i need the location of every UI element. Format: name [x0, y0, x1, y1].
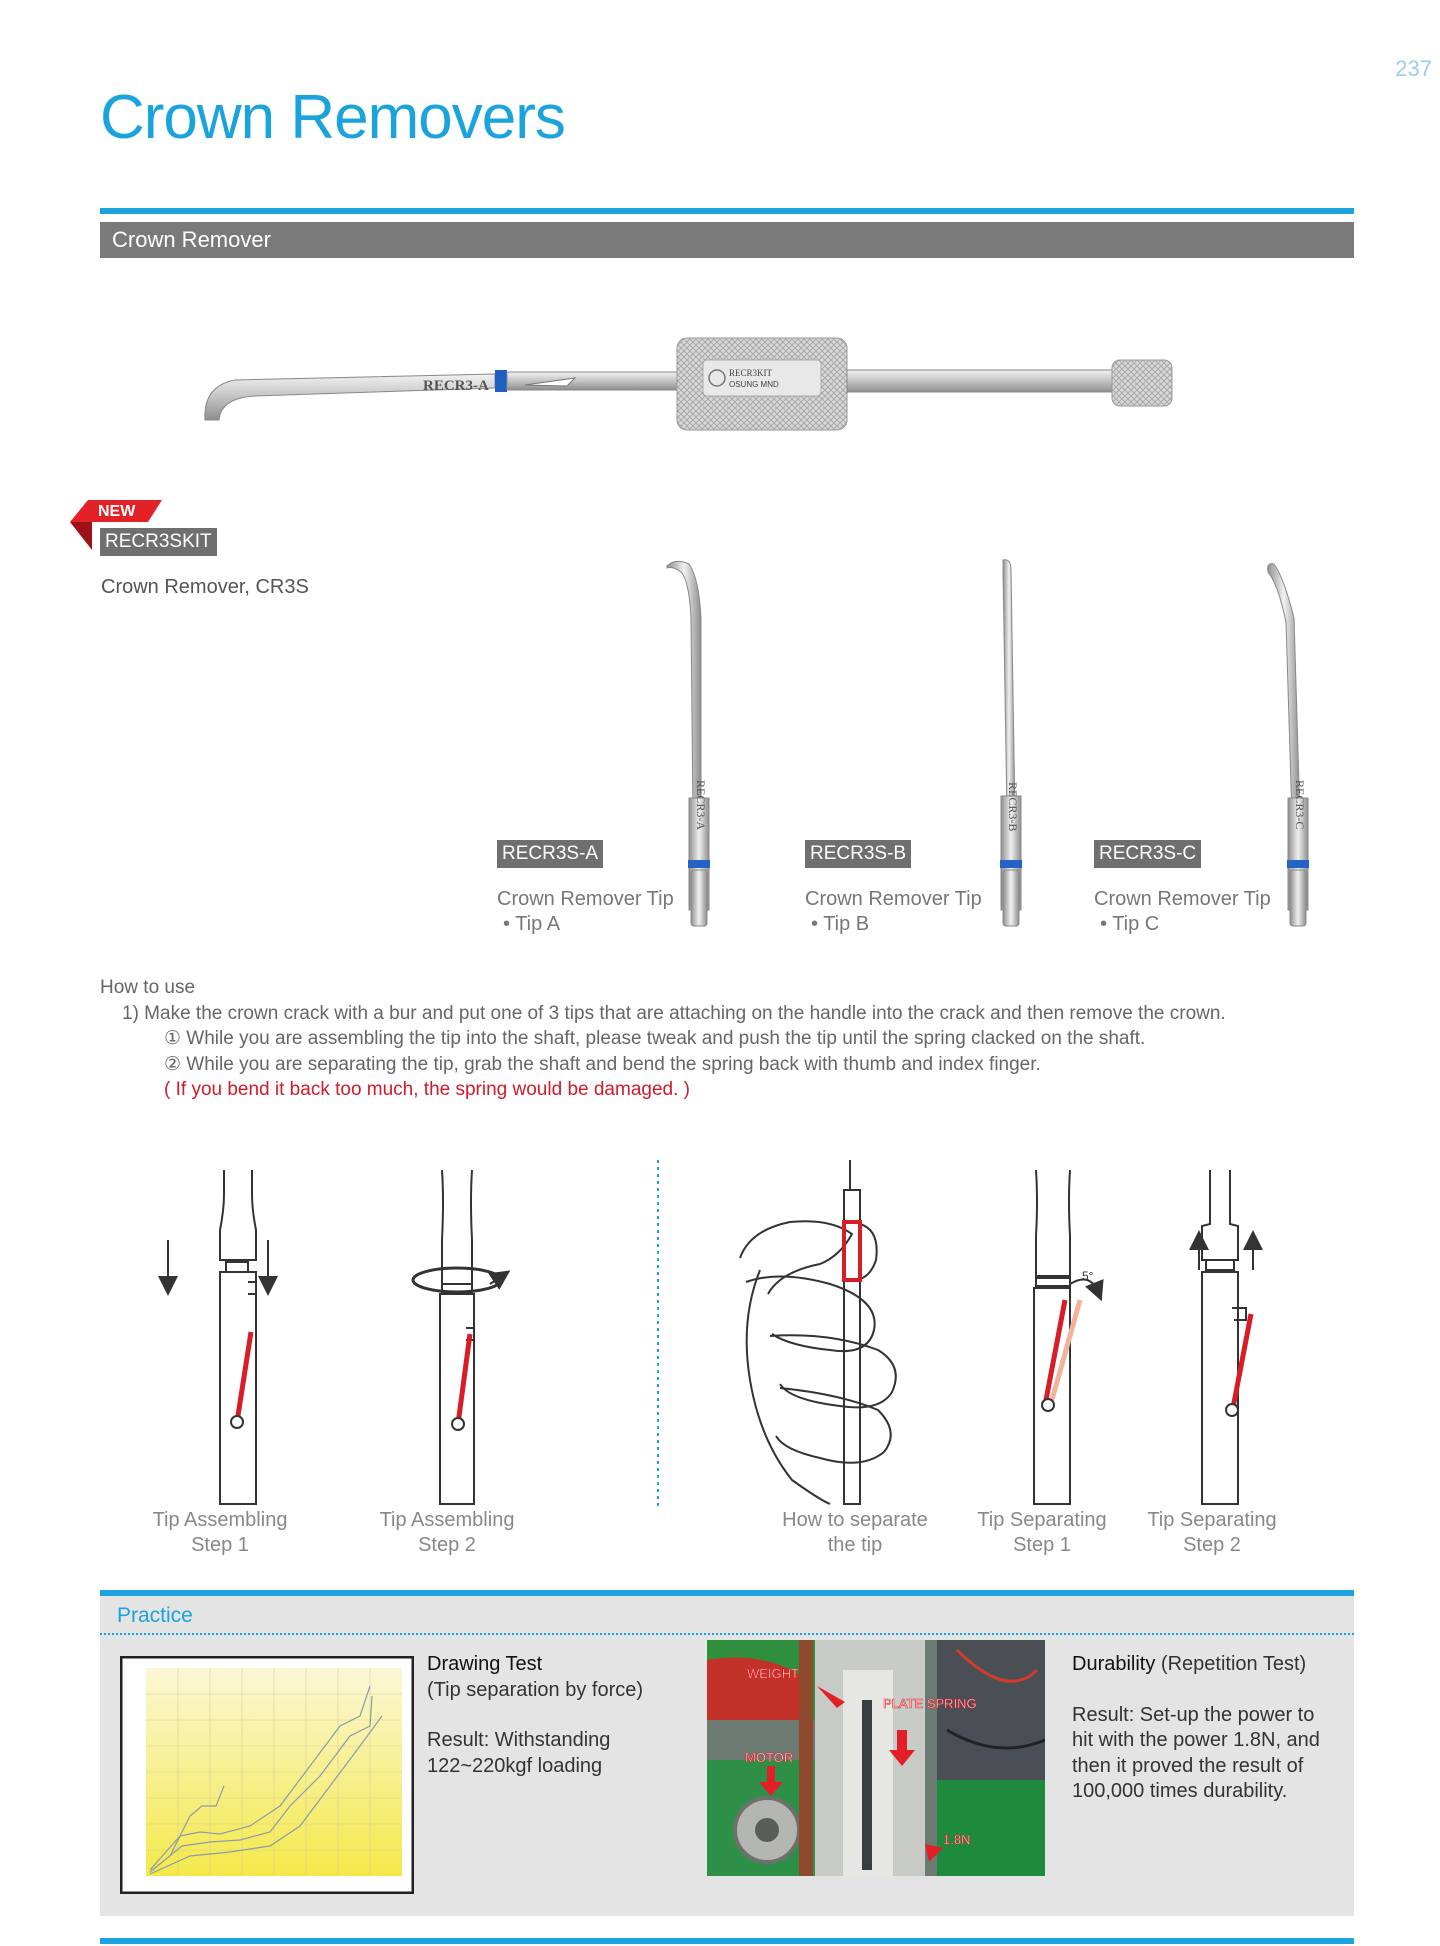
- durability-result-1: Result: Set-up the power to: [1072, 1703, 1315, 1726]
- tip-assembling-step-1-figure: [168, 1170, 268, 1504]
- bottom-rule: [100, 1938, 1354, 1944]
- caption-howsep-line2: the tip: [827, 1534, 883, 1556]
- tip-assembling-step-2-figure: [413, 1170, 502, 1504]
- caption-sep2-line2: Step 2: [1183, 1534, 1241, 1556]
- drawing-test-title: Drawing Test: [427, 1653, 543, 1675]
- tip-b-name: Crown Remover Tip: [805, 888, 982, 910]
- photo-label-motor: MOTOR: [745, 1750, 794, 1765]
- hand-holding-shaft-figure: [740, 1160, 896, 1504]
- crown-remover-kit-image: [195, 330, 1245, 440]
- section-header: Crown Remover: [100, 222, 1354, 258]
- caption-how-to-separate: [755, 1508, 955, 1558]
- tip-c-variant: • Tip C: [1100, 913, 1160, 935]
- caption-tip-assembling-step-1: [130, 1508, 310, 1558]
- caption-asm1-line1: Tip Assembling: [152, 1509, 288, 1531]
- new-badge: NEW: [98, 503, 136, 520]
- caption-asm2-line2: Step 2: [418, 1534, 476, 1556]
- caption-tip-separating-step-1: [952, 1508, 1132, 1558]
- how-to-use-warning: ( If you bend it back too much, the spring would be damaged. ): [164, 1079, 690, 1100]
- usage-illustrations: [140, 1160, 1380, 1510]
- how-to-use: [100, 975, 1226, 1103]
- caption-asm1-line2: Step 1: [191, 1534, 249, 1556]
- how-to-use-step-1: 1) Make the crown crack with a bur and put one of 3 tips that are attaching on the handle into the crack and then remove the crown.: [122, 1002, 1226, 1024]
- photo-label-weight: WEIGHT: [747, 1666, 799, 1681]
- kit-engraving-1: RECR3KIT: [729, 368, 773, 378]
- caption-sep1-line2: Step 1: [1013, 1534, 1071, 1556]
- tip-a-description: [497, 887, 674, 937]
- caption-sep1-line1: Tip Separating: [977, 1509, 1107, 1531]
- tip-a-code-tag: RECR3S-A: [497, 840, 603, 868]
- tip-c-description: [1094, 887, 1271, 937]
- caption-asm2-line1: Tip Assembling: [379, 1509, 515, 1531]
- drawing-test-result-1: Result: Withstanding: [427, 1729, 611, 1751]
- tip-c-engraving: RECR3-C: [1293, 780, 1307, 830]
- tip-a-engraving: RECR3-A: [694, 780, 708, 831]
- practice-title: Practice: [117, 1604, 193, 1627]
- tip-a-name: Crown Remover Tip: [497, 888, 674, 910]
- drawing-test-subtitle: (Tip separation by force): [427, 1678, 644, 1701]
- tip-separating-step-1-figure: [1034, 1170, 1098, 1504]
- kit-engraving-tip: RECR3-A: [423, 378, 489, 394]
- photo-label-force: 1.8N: [943, 1832, 971, 1847]
- kit-description: Crown Remover, CR3S: [101, 576, 309, 598]
- durability-test-text: [1072, 1652, 1320, 1805]
- separation-angle-label: 5°: [1082, 1269, 1094, 1283]
- tip-b-engraving: RECR3-B: [1006, 782, 1020, 832]
- caption-howsep-line1: How to separate: [782, 1509, 928, 1531]
- durability-result-2: hit with the power 1.8N, and: [1072, 1729, 1320, 1751]
- durability-subtitle: (Repetition Test): [1160, 1653, 1307, 1675]
- durability-title: Durability: [1072, 1653, 1156, 1675]
- tip-c-image: [1258, 558, 1318, 938]
- kit-code-tag: RECR3SKIT: [100, 528, 217, 556]
- drawing-test-text: [427, 1652, 643, 1779]
- photo-label-plate-spring: PLATE SPRING: [883, 1696, 977, 1711]
- drawing-test-chart: [120, 1656, 414, 1894]
- tip-b-code-tag: RECR3S-B: [805, 840, 911, 868]
- caption-tip-separating-step-2: [1122, 1508, 1302, 1558]
- durability-result-3: then it proved the result of: [1072, 1754, 1304, 1777]
- durability-result-4: 100,000 times durability.: [1072, 1780, 1288, 1802]
- drawing-test-result-2: 122~220kgf loading: [427, 1754, 603, 1777]
- tip-a-image: [655, 558, 715, 938]
- how-to-use-note-2: ② While you are separating the tip, grab the shaft and bend the spring back with thumb and index finger.: [164, 1053, 1041, 1075]
- how-to-use-heading: How to use: [100, 977, 196, 998]
- durability-test-photo: [707, 1640, 1045, 1876]
- section-top-rule: [100, 208, 1354, 214]
- tip-b-description: [805, 887, 982, 937]
- tip-b-image: [975, 556, 1035, 940]
- kit-engraving-2: OSUNG MND: [729, 380, 779, 389]
- tip-b-variant: • Tip B: [811, 913, 870, 935]
- caption-tip-assembling-step-2: [357, 1508, 537, 1558]
- tip-c-code-tag: RECR3S-C: [1094, 840, 1201, 868]
- page-number: 237: [1395, 56, 1432, 81]
- page-title: Crown Removers: [100, 83, 565, 152]
- practice-divider: [100, 1633, 1354, 1635]
- caption-sep2-line1: Tip Separating: [1147, 1509, 1277, 1531]
- how-to-use-note-1: ① While you are assembling the tip into the shaft, please tweak and push the tip until the spring clacked on the shaft.: [164, 1028, 1146, 1049]
- tip-a-variant: • Tip A: [503, 913, 561, 935]
- tip-c-name: Crown Remover Tip: [1094, 888, 1271, 910]
